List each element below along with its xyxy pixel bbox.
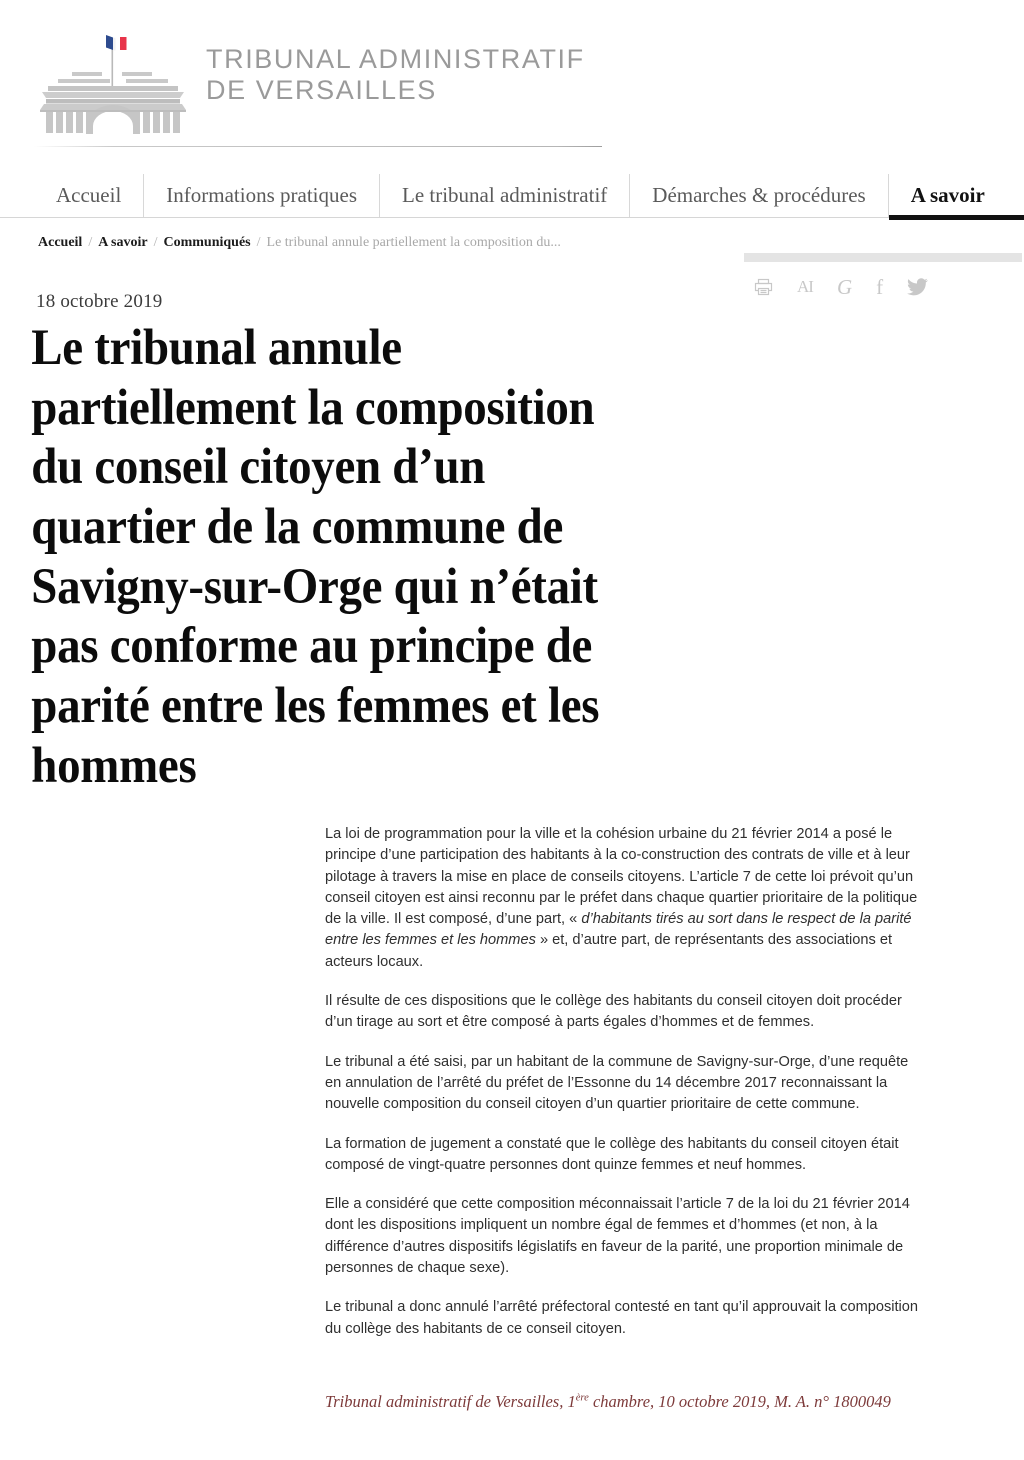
site-header bbox=[0, 0, 1024, 160]
nav-item-accueil[interactable] bbox=[34, 174, 143, 217]
article-paragraph: Le tribunal a donc annulé l’arrêté préfectoral contesté en tant qu’il approuvait la composition du collège des habitants de ce conseil citoyen. bbox=[325, 1299, 919, 1337]
article-paragraph: La formation de jugement a constaté que le collège des habitants du conseil citoyen était composé de vingt-quatre personnes dont quinze femmes et neuf hommes. bbox=[325, 1135, 899, 1173]
header-divider bbox=[34, 146, 602, 147]
logo-wordmark bbox=[206, 44, 585, 113]
breadcrumb-separator: / bbox=[153, 235, 158, 250]
article-paragraph: Il résulte de ces dispositions que le collège des habitants du conseil citoyen doit procéder d’un tirage au sort et être composé à parts égales d’hommes et de femmes. bbox=[325, 993, 902, 1031]
google-plus-icon[interactable]: G bbox=[836, 274, 853, 299]
logo-line-2: DE VERSAILLES bbox=[206, 75, 437, 105]
breadcrumb-separator: / bbox=[88, 235, 93, 250]
nav-item-informations-pratiques[interactable] bbox=[143, 174, 379, 217]
paragraph-text: » et, d’autre part, de représentants des associations et acteurs locaux. bbox=[325, 932, 893, 970]
nav-item-label: Accueil bbox=[56, 183, 122, 207]
nav-list bbox=[0, 174, 1024, 217]
citation-superscript: ère bbox=[575, 1392, 589, 1404]
page-title: Le tribunal annule partiellement la composition du conseil citoyen d’un quartier de la commune de Savigny-sur-Orge qui n’était pas conforme au principe de parité entre les femmes et les hommes bbox=[31, 320, 600, 794]
twitter-icon[interactable] bbox=[907, 276, 928, 298]
paragraph-text: La loi de programmation pour la ville et la cohésion urbaine du 21 février 2014 a posé le principe d’une participation des habitants à la co-construction des contrats de ville et à leur pilotage à travers la mise en place de conseils citoyens. L’article 7 de cette loi prévoit qu’un conseil citoyen est ainsi reconnu par le préfet dans chaque quartier prioritaire de la politique de la ville. Il est composé, d’une part, « bbox=[325, 826, 918, 928]
logo-line-1: TRIBUNAL ADMINISTRATIF bbox=[206, 43, 585, 74]
article-citation bbox=[325, 1390, 925, 1413]
print-icon[interactable] bbox=[754, 276, 773, 298]
article-paragraph: Elle a considéré que cette composition méconnaissait l’article 7 de la loi du 21 février 2014 dont les dispositions impliquent un nombre égal de femmes et d’hommes (et non, à la différence d’autres dispositifs législatifs en faveur de la parité, une proportion minimale de personnes de chaque sexe). bbox=[325, 1196, 910, 1277]
facebook-icon[interactable]: f bbox=[876, 274, 884, 299]
share-tools bbox=[744, 253, 1024, 298]
breadcrumb-item-accueil[interactable]: Accueil bbox=[38, 235, 83, 250]
article-paragraph: Le tribunal a été saisi, par un habitant de la commune de Savigny-sur-Orge, d’une requête en annulation de l’arrêté du préfet de l’Essonne du 14 décembre 2017 reconnaissant la nouvelle composition du conseil citoyen d’un quartier prioritaire de cette commune. bbox=[325, 1053, 909, 1113]
nav-item-label: Informations pratiques bbox=[166, 183, 357, 207]
paragraph-quote-italic: d’habitants tirés au sort dans le respect de la parité entre les femmes et les hommes bbox=[325, 911, 912, 949]
nav-item-label: Démarches & procédures bbox=[652, 183, 866, 207]
breadcrumb-item-communiques[interactable]: Communiqués bbox=[163, 235, 251, 250]
article-body bbox=[325, 824, 925, 1358]
article-header bbox=[0, 251, 1024, 796]
site-logo[interactable] bbox=[0, 22, 1024, 134]
nav-item-demarches-procedures[interactable] bbox=[629, 174, 887, 217]
breadcrumb bbox=[0, 218, 1024, 251]
article-paragraph bbox=[325, 824, 925, 973]
share-icon-row bbox=[744, 262, 1024, 298]
breadcrumb-separator: / bbox=[256, 235, 261, 250]
breadcrumb-item-a-savoir[interactable]: A savoir bbox=[98, 235, 148, 250]
main-navigation bbox=[0, 174, 1024, 218]
nav-item-a-savoir[interactable] bbox=[888, 174, 1007, 217]
text-size-icon[interactable]: AI bbox=[797, 277, 813, 296]
citation-before: Tribunal administratif de Versailles, 1 bbox=[325, 1392, 576, 1411]
citation-after: chambre, 10 octobre 2019, M. A. n° 1800049 bbox=[588, 1392, 891, 1411]
nav-item-le-tribunal-administratif[interactable] bbox=[379, 174, 629, 217]
article-date: 18 octobre 2019 bbox=[36, 291, 163, 312]
nav-item-label: A savoir bbox=[910, 183, 985, 207]
share-bar-divider bbox=[744, 253, 1022, 262]
tribunal-building-logo-icon bbox=[34, 22, 192, 134]
nav-item-label: Le tribunal administratif bbox=[402, 183, 608, 207]
breadcrumb-item-current: Le tribunal annule partiellement la composition du... bbox=[266, 235, 561, 250]
